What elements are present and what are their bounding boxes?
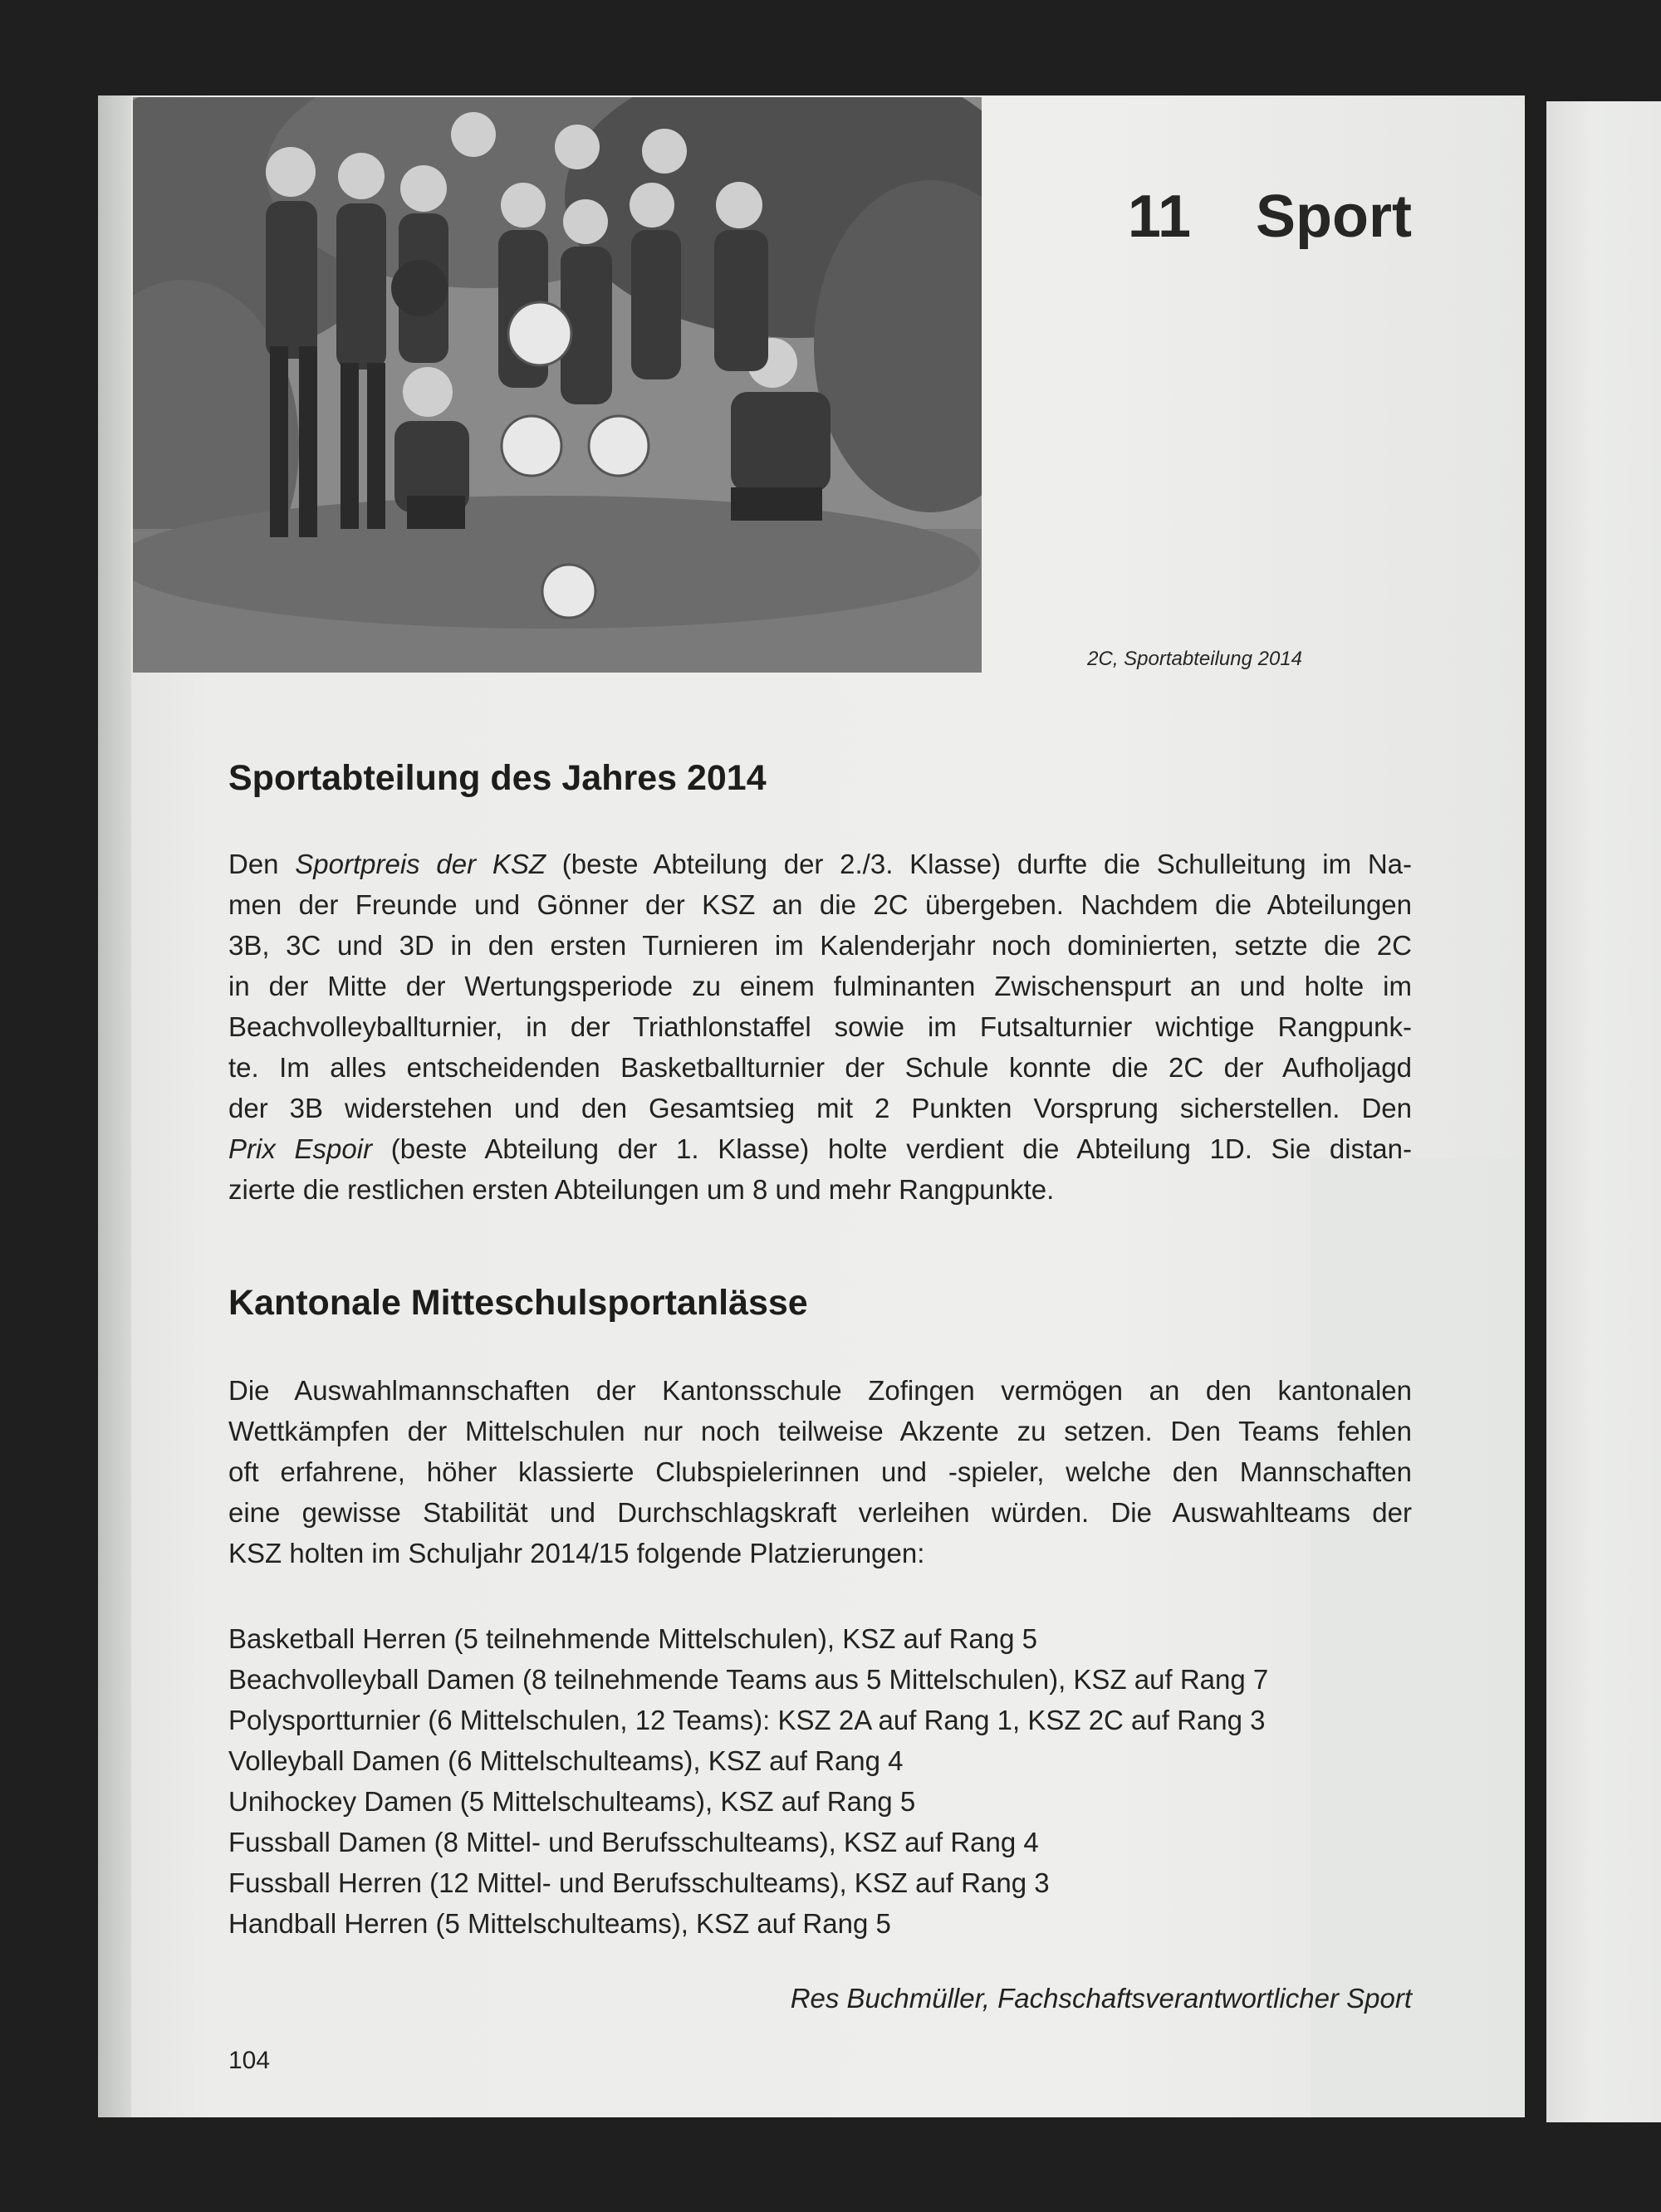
page-number: 104 (228, 2047, 271, 2074)
text-line: Prix Espoir (beste Abteilung der 1. Klasse) holte verdient die Abteilung 1D. Sie distan- (228, 1133, 1412, 1164)
result-item: Beachvolleyball Damen (8 teilnehmende Teams aus 5 Mittelschulen), KSZ auf Rang 7 (228, 1664, 1269, 1695)
text-line: eine gewisse Stabilität und Durchschlagskraft verleihen würden. Die Auswahlteams der (228, 1497, 1412, 1528)
text-line: Beachvolleyballturnier, in der Triathlonstaffel sowie im Futsalturnier wichtige Rangpunk- (228, 1011, 1412, 1042)
text-line: men der Freunde und Gönner der KSZ an die 2C übergeben. Nachdem die Abteilungen (228, 889, 1412, 920)
team-group-photo-icon (133, 97, 982, 673)
chapter-heading (1113, 183, 1412, 251)
next-page-edge (1546, 101, 1661, 2122)
results-list (228, 1618, 1412, 1944)
text-line: oft erfahrene, höher klassierte Clubspielerinnen und -spieler, welche den Mannschaften (228, 1456, 1412, 1487)
result-item: Fussball Herren (12 Mittel- und Berufsschulteams), KSZ auf Rang 3 (228, 1867, 1050, 1898)
text-line: Wettkämpfen der Mittelschulen nur noch teilweise Akzente zu setzen. Den Teams fehlen (228, 1416, 1412, 1446)
paragraph-kantonal (228, 1370, 1412, 1573)
chapter-title: Sport (1256, 184, 1412, 250)
result-item: Volleyball Damen (6 Mittelschulteams), KSZ auf Rang 4 (228, 1745, 904, 1776)
section-heading-sportabteilung: Sportabteilung des Jahres 2014 (228, 758, 767, 798)
result-item: Fussball Damen (8 Mittel- und Berufsschulteams), KSZ auf Rang 4 (228, 1827, 1039, 1857)
text-line: zierte die restlichen ersten Abteilungen um 8 und mehr Rangpunkte. (228, 1174, 1055, 1205)
text-line: 3B, 3C und 3D in den ersten Turnieren im Kalenderjahr noch dominierten, setzte die 2C (228, 930, 1412, 961)
result-item: Polysportturnier (6 Mittelschulen, 12 Teams): KSZ 2A auf Rang 1, KSZ 2C auf Rang 3 (228, 1705, 1266, 1735)
text-line: KSZ holten im Schuljahr 2014/15 folgende Platzierungen: (228, 1538, 925, 1568)
page-spine (98, 95, 131, 2117)
text-line: Den Sportpreis der KSZ (beste Abteilung der 2./3. Klasse) durfte die Schulleitung im Na- (228, 849, 1412, 879)
photo-caption: 2C, Sportabteilung 2014 (1087, 648, 1302, 670)
team-photo (133, 97, 982, 673)
result-item: Unihockey Damen (5 Mittelschulteams), KSZ auf Rang 5 (228, 1786, 916, 1817)
text-line: Die Auswahlmannschaften der Kantonsschule Zofingen vermögen an den kantonalen (228, 1375, 1412, 1406)
text-line: der 3B widerstehen und den Gesamtsieg mit 2 Punkten Vorsprung sicherstellen. Den (228, 1093, 1412, 1123)
paragraph-sportabteilung (228, 844, 1412, 1210)
section-heading-kantonal: Kantonale Mitteschulsportanlässe (228, 1283, 808, 1323)
result-item: Basketball Herren (5 teilnehmende Mittelschulen), KSZ auf Rang 5 (228, 1623, 1037, 1654)
result-item: Handball Herren (5 Mittelschulteams), KSZ auf Rang 5 (228, 1908, 891, 1939)
text-line: in der Mitte der Wertungsperiode zu einem fulminanten Zwischenspurt an und holte im (228, 971, 1412, 1001)
chapter-number: 11 (1127, 184, 1192, 250)
author-signature: Res Buchmüller, Fachschaftsverantwortlicher Sport (790, 1983, 1412, 2014)
text-line: te. Im alles entscheidenden Basketballturnier der Schule konnte die 2C der Aufholjagd (228, 1052, 1412, 1083)
